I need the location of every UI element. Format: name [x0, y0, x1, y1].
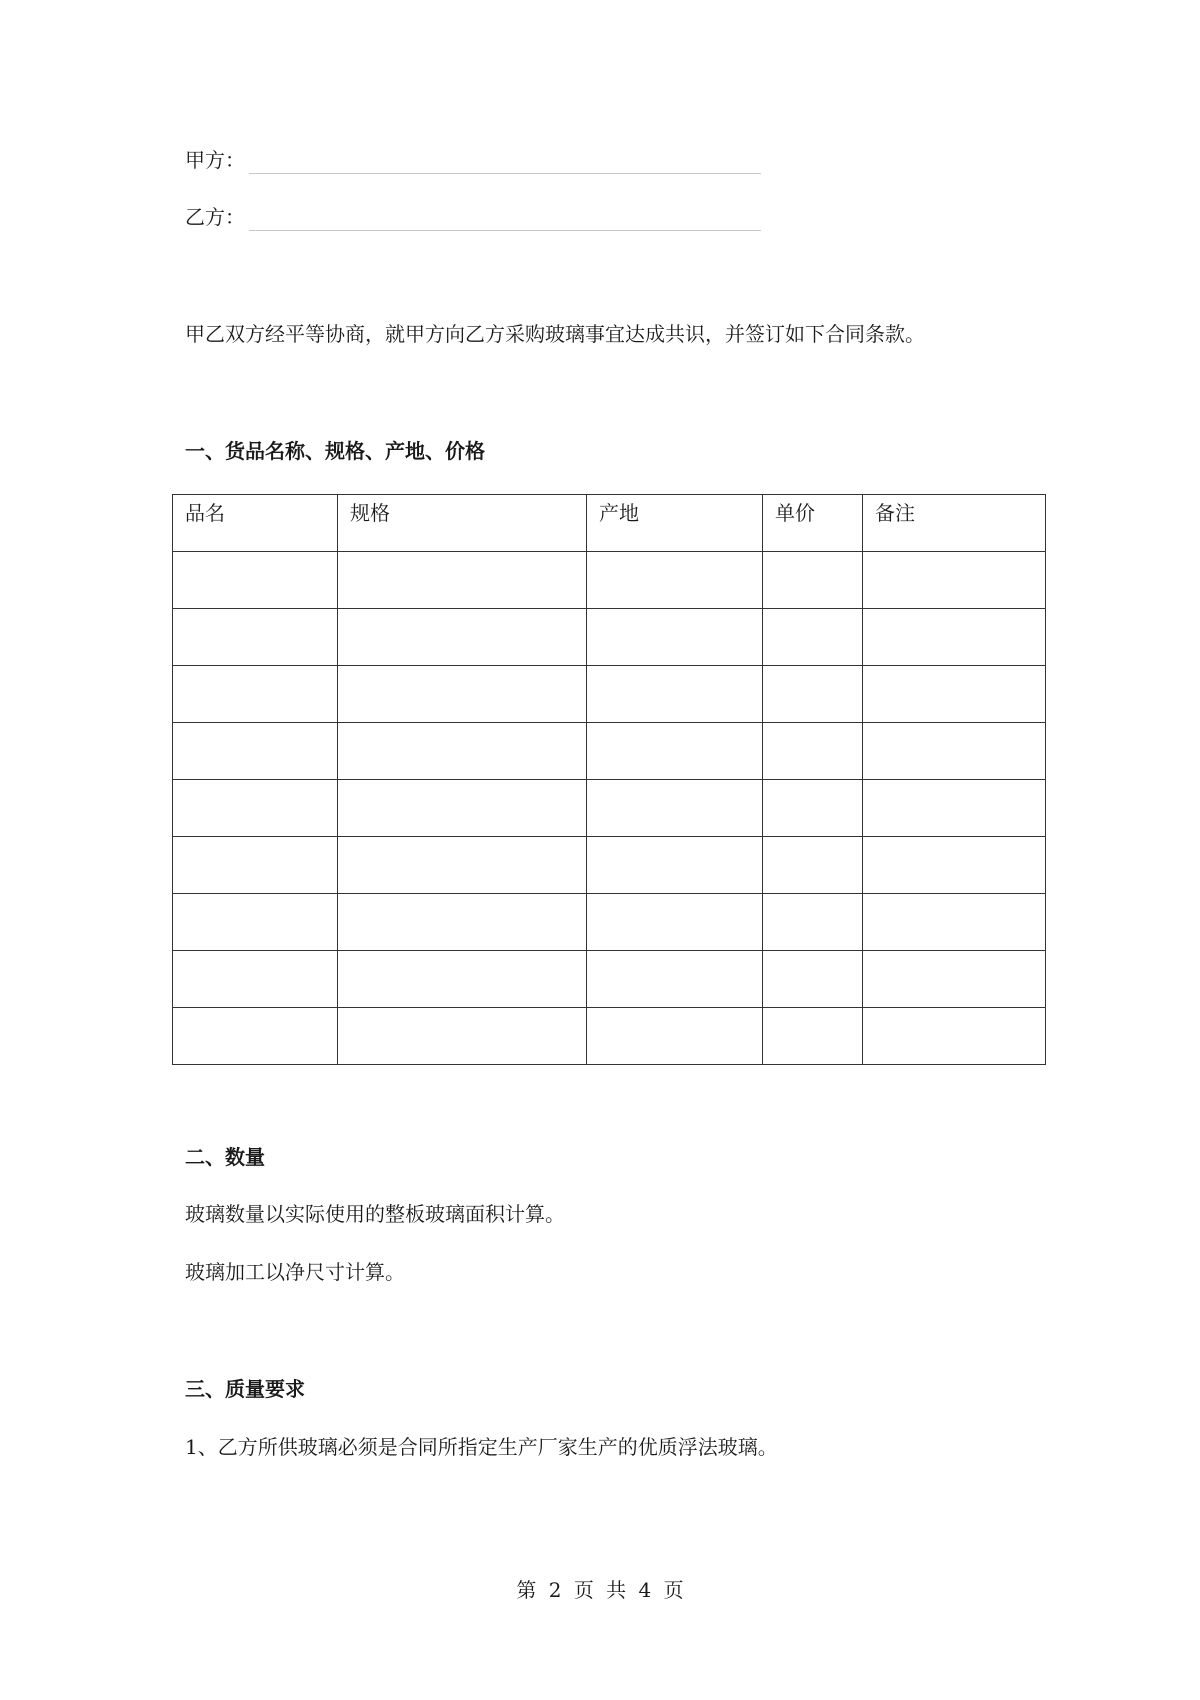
section-2-paragraph-1: 玻璃数量以实际使用的整板玻璃面积计算。	[185, 1202, 565, 1226]
table-cell	[587, 723, 763, 780]
table-cell	[338, 723, 587, 780]
table-row	[173, 837, 1046, 894]
table-cell	[863, 894, 1046, 951]
party-a-blank	[249, 149, 761, 174]
header-cell-origin: 产地	[587, 495, 763, 552]
table-row	[173, 666, 1046, 723]
table-row	[173, 1008, 1046, 1065]
section-1-heading: 一、货品名称、规格、产地、价格	[185, 439, 485, 463]
table-cell	[338, 894, 587, 951]
table-cell	[863, 837, 1046, 894]
table-cell	[587, 780, 763, 837]
party-a-label: 甲方：	[185, 148, 245, 172]
table-cell	[338, 609, 587, 666]
table-cell	[587, 609, 763, 666]
table-cell	[863, 666, 1046, 723]
page-indicator: 第 2 页 共 4 页	[516, 1578, 684, 1602]
goods-table	[172, 494, 1046, 1065]
header-cell-name: 品名	[173, 495, 338, 552]
table-cell	[763, 837, 863, 894]
table-cell	[338, 1008, 587, 1065]
table-cell	[587, 1008, 763, 1065]
table-cell	[763, 723, 863, 780]
table-cell	[587, 552, 763, 609]
table-cell	[173, 609, 338, 666]
section-2-paragraph-2: 玻璃加工以净尺寸计算。	[185, 1260, 405, 1284]
table-cell	[763, 951, 863, 1008]
table-row	[173, 723, 1046, 780]
table-cell	[763, 666, 863, 723]
party-b-line	[185, 203, 761, 231]
table-cell	[173, 1008, 338, 1065]
section-3-paragraph-1: 1、乙方所供玻璃必须是合同所指定生产厂家生产的优质浮法玻璃。	[185, 1435, 778, 1459]
table-cell	[863, 951, 1046, 1008]
table-cell	[763, 780, 863, 837]
table-cell	[173, 951, 338, 1008]
table-cell	[587, 666, 763, 723]
table-cell	[173, 894, 338, 951]
table-cell	[863, 1008, 1046, 1065]
table-cell	[587, 894, 763, 951]
table-cell	[587, 951, 763, 1008]
table-cell	[338, 780, 587, 837]
table-cell	[173, 723, 338, 780]
table-header-row	[173, 495, 1046, 552]
table-cell	[173, 780, 338, 837]
table-row	[173, 609, 1046, 666]
party-a-line	[185, 146, 761, 174]
table-cell	[338, 951, 587, 1008]
table-cell	[587, 837, 763, 894]
table-cell	[338, 666, 587, 723]
table-cell	[763, 1008, 863, 1065]
table-cell	[338, 552, 587, 609]
table-cell	[863, 609, 1046, 666]
party-b-blank	[249, 206, 761, 231]
section-2-heading: 二、数量	[185, 1145, 265, 1169]
table-row	[173, 894, 1046, 951]
table-cell	[863, 723, 1046, 780]
table-cell	[763, 609, 863, 666]
table-row	[173, 780, 1046, 837]
table-cell	[863, 552, 1046, 609]
table-row	[173, 552, 1046, 609]
table-cell	[173, 552, 338, 609]
table-cell	[338, 837, 587, 894]
table-cell	[863, 780, 1046, 837]
party-b-label: 乙方：	[185, 205, 245, 229]
table-row	[173, 951, 1046, 1008]
table-cell	[763, 552, 863, 609]
table-cell	[763, 894, 863, 951]
header-cell-remarks: 备注	[863, 495, 1046, 552]
header-cell-spec: 规格	[338, 495, 587, 552]
intro-paragraph: 甲乙双方经平等协商，就甲方向乙方采购玻璃事宜达成共识，并签订如下合同条款。	[185, 322, 925, 346]
table-cell	[173, 837, 338, 894]
header-cell-unit-price: 单价	[763, 495, 863, 552]
section-3-heading: 三、质量要求	[185, 1377, 305, 1401]
table-cell	[173, 666, 338, 723]
